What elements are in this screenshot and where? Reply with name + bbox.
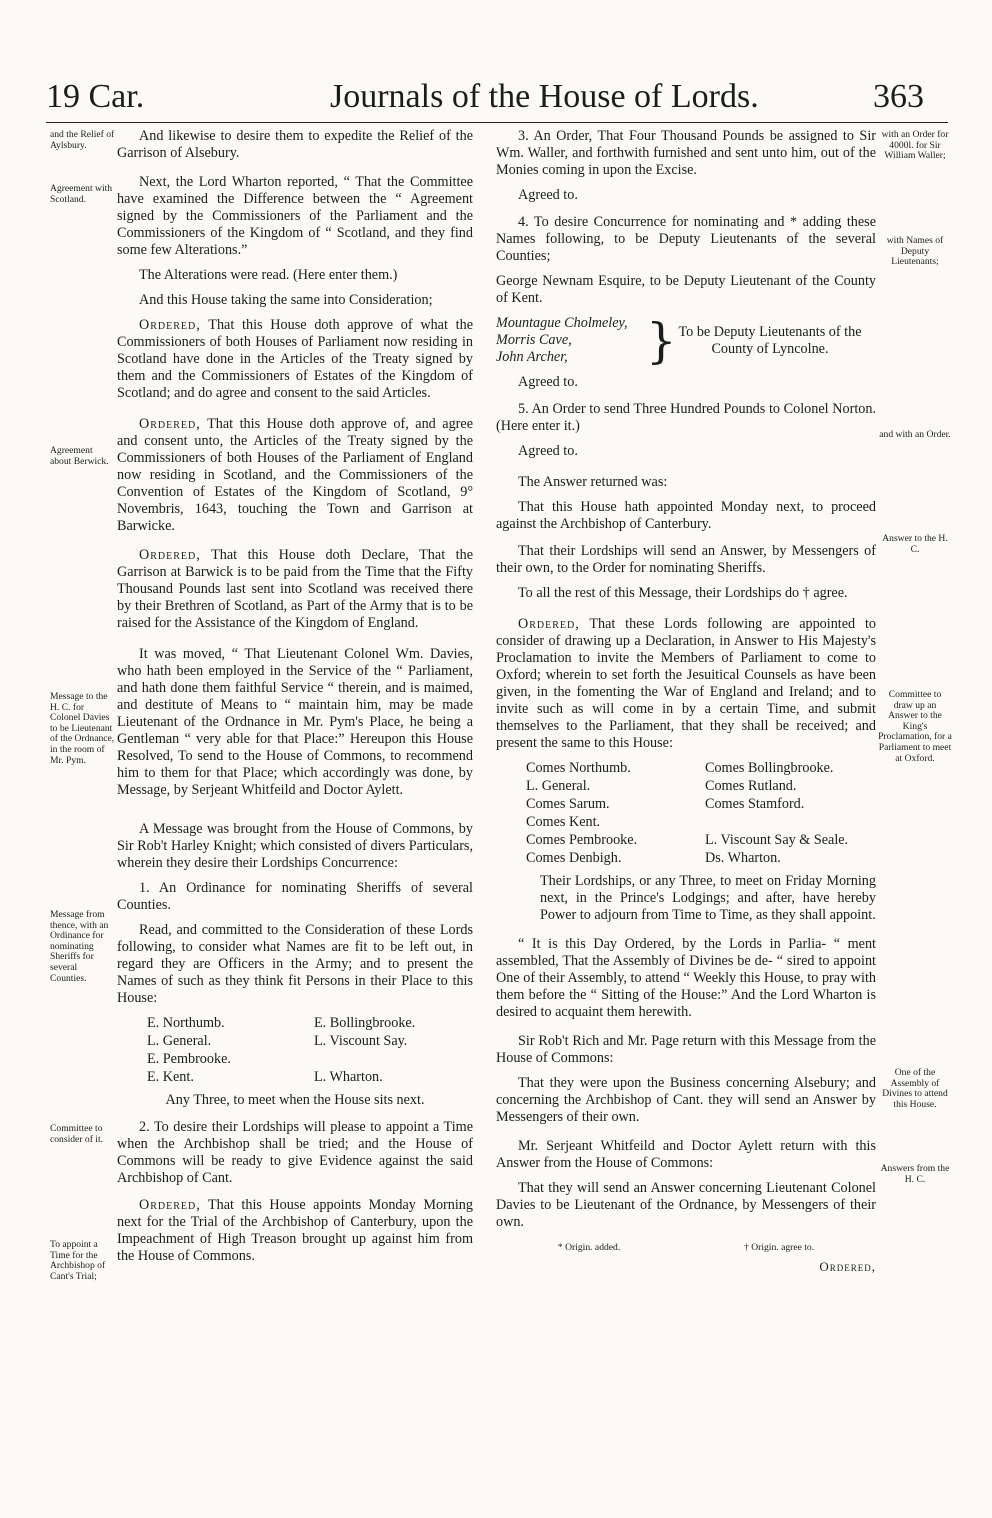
- margin-note: and with an Order.: [879, 429, 951, 440]
- committee-member: L. Viscount Say & Seale.: [705, 832, 849, 848]
- committee-member: Comes Sarum.: [526, 796, 610, 812]
- margin-note: with an Order for 4000l. for Sir William Waller;: [881, 129, 949, 162]
- committee-member: Comes Denbigh.: [526, 850, 622, 866]
- regnal-year: 19 Car.: [46, 78, 145, 115]
- brace-text: To be Deputy Lieutenants of the County of Lyncolne.: [678, 323, 862, 357]
- margin-note: Answers from the H. C.: [880, 1163, 950, 1185]
- margin-note: Answer to the H. C.: [882, 533, 948, 555]
- agreed-line: Agreed to.: [518, 187, 578, 203]
- committee-member: Ds. Wharton.: [705, 850, 781, 866]
- ordered-label: Ordered,: [518, 616, 580, 632]
- brace-names: [496, 315, 646, 366]
- committee-member: Comes Pembrooke.: [526, 832, 638, 848]
- paragraph-text: That this House appoints Monday Morning next for the Trial of the Archbishop of Canterbury, upon the Impeachment of High Treason brought up against him from the House of Commons.: [117, 1197, 473, 1264]
- margin-note: and the Relief of Aylsbury.: [50, 129, 115, 151]
- paragraph: Sir Rob't Rich and Mr. Page return with this Message from the House of Commons:: [496, 1033, 876, 1066]
- paragraph: And this House taking the same into Consideration;: [139, 292, 433, 308]
- paragraph: [117, 1197, 473, 1265]
- running-title: Journals of the House of Lords.: [330, 78, 759, 115]
- agreed-line: Agreed to.: [518, 443, 578, 459]
- paragraph: [496, 616, 876, 752]
- paragraph: Read, and committed to the Consideration of these Lords following, to consider what Names are fit to be left out, in regard they are Officers in the Army; and to present the Names of such as they think fit Persons in their Place to this House:: [117, 922, 473, 1006]
- agreed-line: Agreed to.: [518, 374, 578, 390]
- paragraph: That they were upon the Business concerning Alsebury; and concerning the Archbishop of Cant. they will send an Answer by Messengers of their own.: [496, 1075, 876, 1125]
- margin-note: To appoint a Time for the Archbishop of Cant's Trial;: [50, 1239, 106, 1282]
- paragraph: That this House hath appointed Monday next, to proceed against the Archbishop of Canterbury.: [496, 499, 876, 532]
- paragraph: “ It is this Day Ordered, by the Lords in Parlia- “ ment assembled, That the Assembly of Divines be de- “ sired to appoint One of their Assembly, to attend “ Weekly this House, to pray with them before the “ Sitting of the House:” And the Lord Wharton is desired to acquaint them herewith.: [496, 936, 876, 1020]
- deputy-name: Morris Cave,: [496, 332, 572, 348]
- paragraph: [117, 317, 473, 402]
- ordered-label: Ordered,: [139, 1197, 201, 1213]
- margin-note: Message to the H. C. for Colonel Davies to be Lieutenant of the Ordnance, in the room of Mr. Pym.: [50, 691, 115, 766]
- paragraph: Any Three, to meet when the House sits next.: [165, 1092, 425, 1108]
- committee-list: [117, 1015, 473, 1086]
- margin-note: Committee to consider of it.: [50, 1123, 104, 1145]
- ordered-label: Ordered,: [139, 416, 201, 432]
- paragraph: And likewise to desire them to expedite the Relief of the Garrison of Alsebury.: [117, 128, 473, 161]
- committee-member: L. General.: [526, 778, 591, 794]
- committee-member: E. Northumb.: [147, 1015, 225, 1031]
- footnote: † Origin. agree to.: [744, 1242, 815, 1253]
- committee-member: L. Wharton.: [314, 1069, 383, 1085]
- paragraph: Next, the Lord Wharton reported, “ That the Committee have examined the Difference between the “ Agreement signed by the Commissioners of the Parliament and the Commissioners of the Kingdom of “ Scotland, and they find some few Alterations.”: [117, 174, 473, 258]
- paragraph: That they will send an Answer concerning Lieutenant Colonel Davies to be Lieutenant of the Ordnance, by Messengers of their own.: [496, 1180, 876, 1230]
- paragraph: The Answer returned was:: [518, 474, 668, 490]
- committee-member: L. General.: [147, 1033, 212, 1049]
- committee-member: E. Pembrooke.: [147, 1051, 231, 1067]
- committee-member: [705, 814, 876, 831]
- margin-note: Agreement with Scotland.: [50, 183, 113, 205]
- footnote: * Origin. added.: [557, 1242, 621, 1253]
- deputy-name: Mountague Cholmeley,: [496, 315, 628, 331]
- paragraph-text: That this House doth approve of what the Commissioners of both Houses of Parliament now residing in Scotland have done in the Articles of the Treaty signed by them and the Commissioners of Estates of the Kingdom of Scotland; and do agree and consent to the said Articles.: [117, 317, 473, 401]
- page-number: 363: [873, 78, 924, 115]
- left-column: [117, 128, 473, 1273]
- committee-member: E. Bollingbrooke.: [314, 1015, 416, 1031]
- margin-note: Message from thence, with an Ordinance for nominating Sheriffs for several Counties.: [50, 909, 109, 984]
- paragraph: 5. An Order to send Three Hundred Pounds to Colonel Norton. (Here enter it.): [496, 401, 876, 434]
- paragraph: Their Lordships, or any Three, to meet on Friday Morning next, in the Prince's Lodgings; and after, have hereby Power to adjourn from Time to Time, as they shall appoint.: [540, 873, 876, 923]
- margin-note: One of the Assembly of Divines to attend this House.: [882, 1067, 948, 1110]
- committee-member: [314, 1051, 473, 1068]
- committee-member: Comes Bollingbrooke.: [705, 760, 834, 776]
- paragraph-text: That this House doth approve of, and agree and consent unto, the Articles of the Treaty signed by the Commissioners of both Houses of the Parliament of England now residing in Scotland, and the Commissioners of the Convention of Estates of the Kingdom of Scotland, 9° Novembris, 1643, touching the Town and Garrison at Barwicke.: [117, 416, 473, 534]
- paragraph: It was moved, “ That Lieutenant Colonel Wm. Davies, who hath been employed in the Service of the “ Parliament, and hath done them faithful Service “ therein, and is maimed, and destitute of Means to “ maintain him, may be made Lieutenant of the Ordnance in Mr. Pym's Place, he being a Gentleman “ very able for that Place:” Hereupon this House Resolved, To send to the House of Commons, to recommend him to them for that Place; which accordingly was done, by Message, by Serjeant Whitfeild and Doctor Aylett.: [117, 646, 473, 798]
- margin-note: Committee to draw up an Answer to the King's Proclamation, for a Parliament to meet at Oxford.: [878, 689, 952, 764]
- right-column: [496, 128, 876, 1275]
- footnotes: [496, 1239, 876, 1256]
- margin-note: with Names of Deputy Lieutenants;: [886, 235, 944, 268]
- paragraph: 1. An Ordinance for nominating Sheriffs of several Counties.: [117, 880, 473, 913]
- paragraph: That their Lordships will send an Answer, by Messengers of their own, to the Order for nominating Sheriffs.: [496, 543, 876, 576]
- paragraph: [117, 547, 473, 632]
- paragraph: The Alterations were read. (Here enter them.): [139, 267, 398, 283]
- deputy-lieutenants-group: [496, 312, 876, 369]
- paragraph-text: That these Lords following are appointed to consider of drawing up a Declaration, in Answer to His Majesty's Proclamation to invite the Members of Parliament to come to Oxford; wherein to set forth the Jesuitical Counsels as have been given, in the fomenting the War of England and Ireland; and to invite such as will come in by a certain Time, and submit themselves to the Parliament, that they shall be received; and present the same to this House:: [496, 616, 876, 751]
- paragraph: Mr. Serjeant Whitfeild and Doctor Aylett return with this Answer from the House of Commons:: [496, 1138, 876, 1171]
- paragraph: George Newnam Esquire, to be Deputy Lieutenant of the County of Kent.: [496, 273, 876, 306]
- paragraph: [117, 416, 473, 535]
- paragraph: To all the rest of this Message, their Lordships do † agree.: [518, 585, 848, 601]
- committee-member: Comes Rutland.: [705, 778, 797, 794]
- header-rule: [46, 122, 948, 123]
- paragraph: 2. To desire their Lordships will please to appoint a Time when the Archbishop shall be tried; and the House of Commons will be ready to give Evidence against the said Archbishop of Cant.: [117, 1119, 473, 1186]
- ordered-label: Ordered,: [139, 317, 201, 333]
- margin-note: Agreement about Berwick.: [50, 445, 109, 467]
- committee-member: Comes Stamford.: [705, 796, 805, 812]
- page-header: [0, 72, 992, 122]
- committee-member: L. Viscount Say.: [314, 1033, 408, 1049]
- ordered-label: Ordered,: [139, 547, 201, 563]
- paragraph: A Message was brought from the House of Commons, by Sir Rob't Harley Knight; which consisted of divers Particulars, wherein they desire their Lordships Concurrence:: [117, 821, 473, 871]
- committee-list: [496, 760, 876, 867]
- catchword: Ordered,: [819, 1259, 876, 1274]
- paragraph-text: That this House doth Declare, That the Garrison at Barwick is to be paid from the Time that the Fifty Thousand Pounds last sent into Scotland was received there by their Brethren of Scotland, as Part of the Army that is to be raised for the Assistance of the Kingdom of England.: [117, 547, 473, 631]
- deputy-name: John Archer,: [496, 349, 568, 365]
- brace-icon: }: [646, 312, 677, 369]
- paragraph: 4. To desire Concurrence for nominating and * adding these Names following, to be Deputy Lieutenants of the several Counties;: [496, 214, 876, 264]
- paragraph: 3. An Order, That Four Thousand Pounds be assigned to Sir Wm. Waller, and forthwith furnished and sent unto him, out of the Monies coming in upon the Excise.: [496, 128, 876, 178]
- committee-member: E. Kent.: [147, 1069, 194, 1085]
- committee-member: Comes Kent.: [526, 814, 601, 830]
- committee-member: Comes Northumb.: [526, 760, 631, 776]
